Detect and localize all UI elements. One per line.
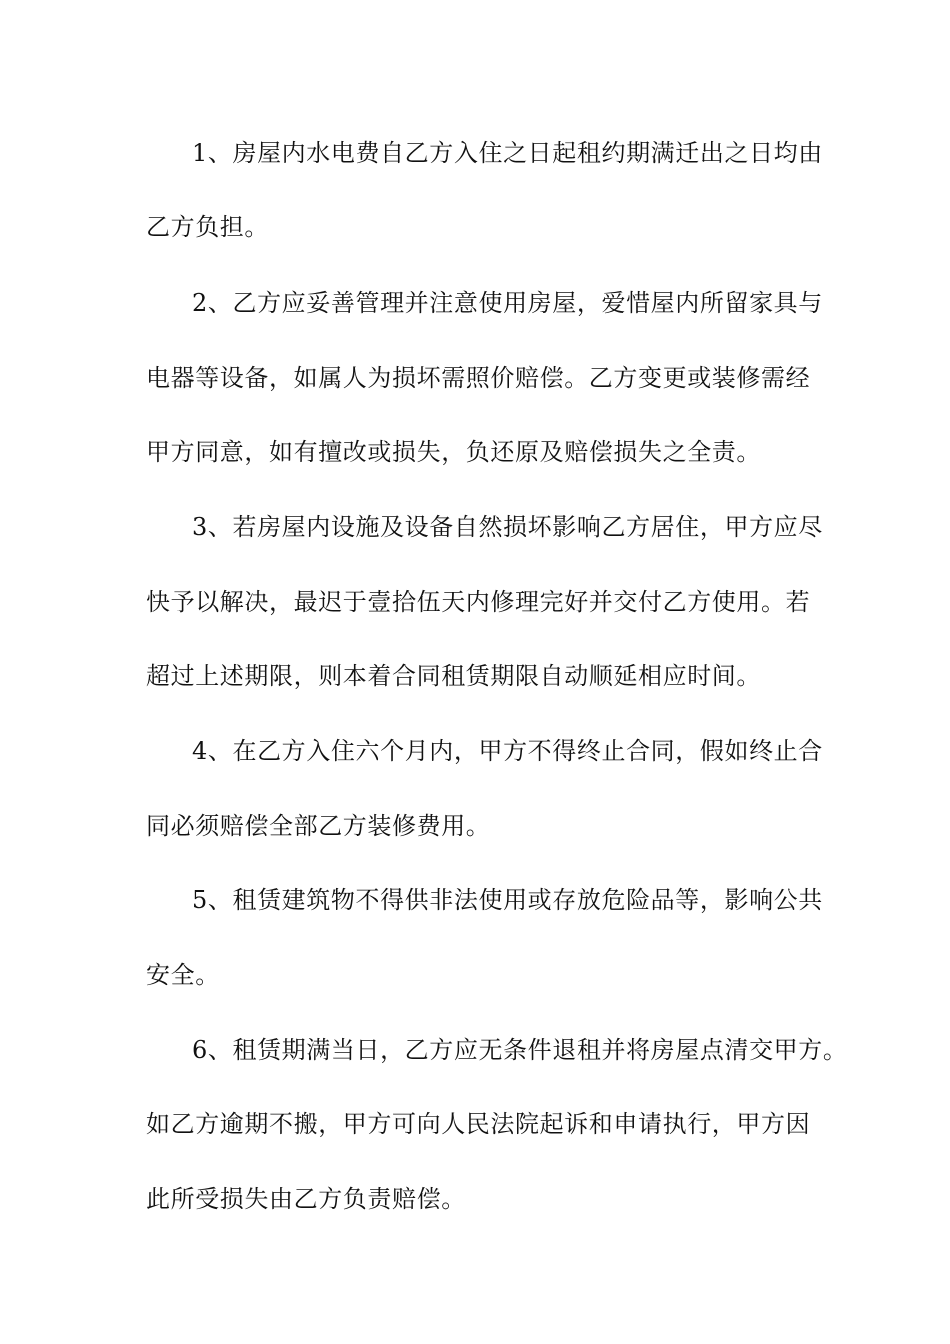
clause-6-line-1: 6、租赁期满当日，乙方应无条件退租并将房屋点清交甲方。 xyxy=(192,1036,848,1064)
clause-2-line-1: 2、乙方应妥善管理并注意使用房屋，爱惜屋内所留家具与 xyxy=(192,289,823,317)
clause-5-line-2: 安全。 xyxy=(146,961,220,989)
clause-1-line-2: 乙方负担。 xyxy=(146,213,269,241)
clause-6-line-3: 此所受损失由乙方负责赔偿。 xyxy=(146,1185,466,1213)
clause-6-line-2: 如乙方逾期不搬，甲方可向人民法院起诉和申请执行，甲方因 xyxy=(146,1110,811,1138)
clause-3-line-2: 快予以解决，最迟于壹拾伍天内修理完好并交付乙方使用。若 xyxy=(146,588,811,616)
clause-2-line-3: 甲方同意，如有擅改或损失，负还原及赔偿损失之全责。 xyxy=(146,438,761,466)
clause-4-line-2: 同必须赔偿全部乙方装修费用。 xyxy=(146,812,491,840)
clause-3-line-3: 超过上述期限，则本着合同租赁期限自动顺延相应时间。 xyxy=(146,662,761,690)
clause-5-line-1: 5、租赁建筑物不得供非法使用或存放危险品等，影响公共 xyxy=(192,886,823,914)
clause-3-line-1: 3、若房屋内设施及设备自然损坏影响乙方居住，甲方应尽 xyxy=(192,513,823,541)
clause-2-line-2: 电器等设备，如属人为损坏需照价赔偿。乙方变更或装修需经 xyxy=(146,364,811,392)
clause-1-line-1: 1、房屋内水电费自乙方入住之日起租约期满迁出之日均由 xyxy=(192,139,823,167)
clause-4-line-1: 4、在乙方入住六个月内，甲方不得终止合同，假如终止合 xyxy=(192,737,823,765)
